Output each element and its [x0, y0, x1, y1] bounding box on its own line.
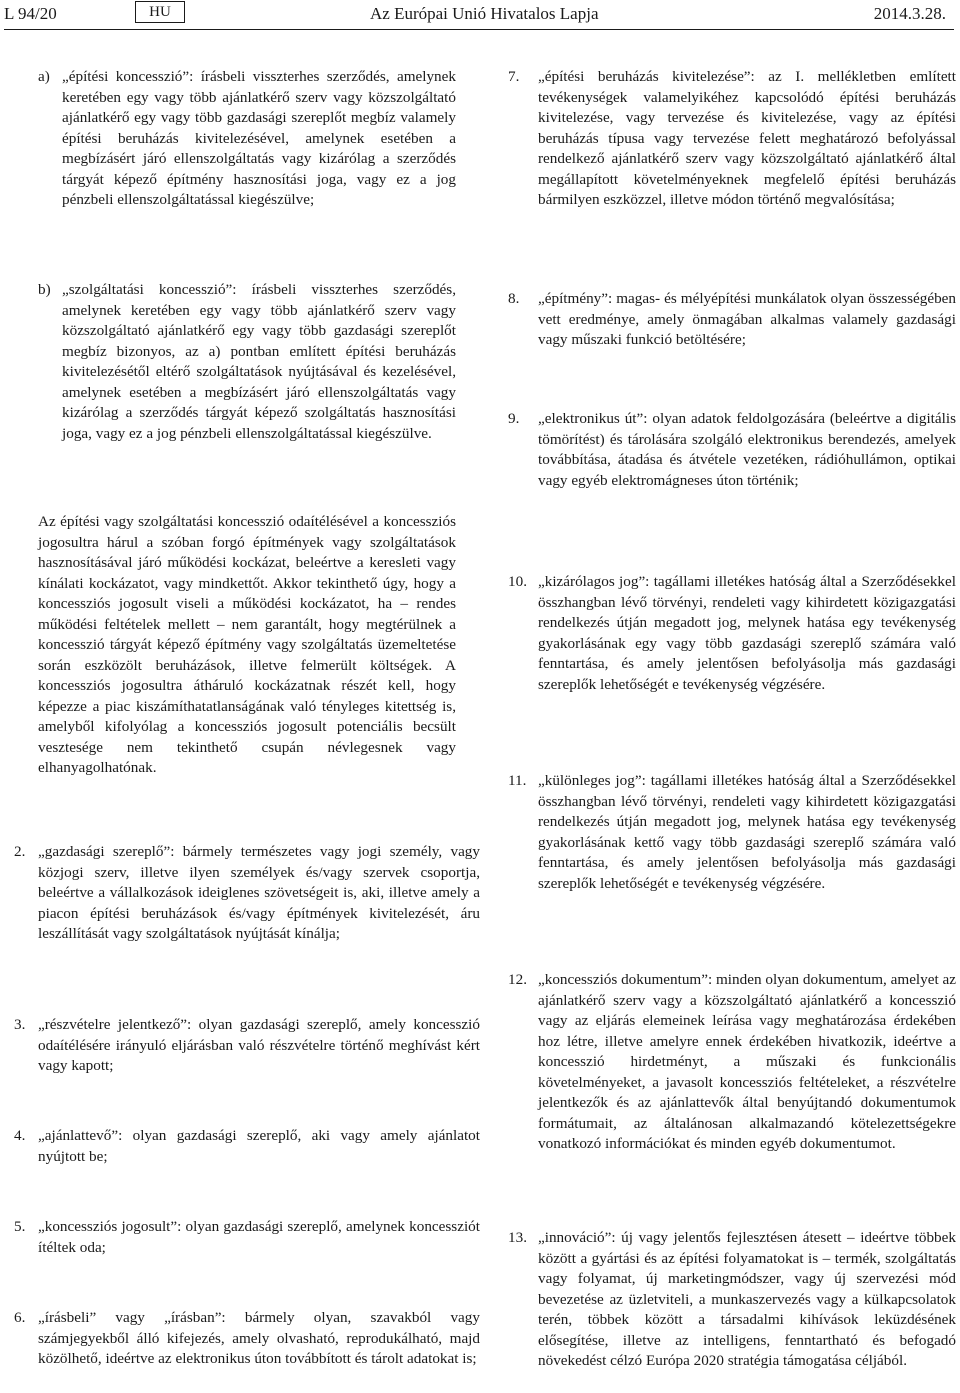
- item-number: 4.: [14, 1127, 26, 1144]
- item-number: 5.: [14, 1218, 26, 1235]
- item-text: „építmény”: magas- és mélyépítési munkálatok olyan összességében vett eredménye, amely önmagában alkalmas valamely gazdasági vagy műszaki funkció betöltésére;: [538, 290, 956, 348]
- definition-a: [38, 67, 456, 211]
- item-number: a): [38, 68, 50, 85]
- definition-13: [508, 1228, 956, 1372]
- risk-paragraph: [38, 512, 456, 779]
- definition-8: [508, 289, 956, 351]
- item-number: 7.: [508, 68, 520, 85]
- definition-2: [14, 842, 480, 945]
- item-text: „különleges jog”: tagállami illetékes hatóság által a Szerződésekkel összhangban lévő törvényi, rendeleti vagy kihirdetett közigazgatási rendelkezés útján megadott jog, melynek hatása egy tevékenység gyakorlásának kettő vagy több gazdasági szereplő számára való fenntartása, és amely jelentősen befolyásolja más gazdasági szereplők lehetőségét e tevékenység végzésére.: [538, 772, 956, 892]
- item-number: 8.: [508, 290, 520, 307]
- item-text: „elektronikus út”: olyan adatok feldolgozására (beleértve a digitális tömörítést) és tárolására szolgáló elektronikus berendezés, amelyek továbbítása, átadása és átvétele vezetéken, rádióhullámon, optikai vagy egyéb elektromágneses úton történik;: [538, 410, 956, 489]
- item-text: „építési koncesszió”: írásbeli visszterhes szerződés, amelynek keretében egy vagy több ajánlatkérő szerv vagy közszolgáltató ajánlatkérő egy vagy több gazdasági szereplőt megbíz valamely építési beruházás kivitelezésével, amelynek esetében a megbízásért járó ellenszolgáltatás vagy kizárólag a szerződés tárgyát képező építmény hasznosítási joga, vagy ez a jog pénzbeli ellenszolgáltatással kiegészülve;: [62, 68, 456, 208]
- item-number: 10.: [508, 573, 527, 590]
- item-number: 3.: [14, 1016, 26, 1033]
- header-rule: [4, 29, 954, 30]
- item-number: 6.: [14, 1309, 26, 1326]
- item-number: 12.: [508, 971, 527, 988]
- item-number: 9.: [508, 410, 520, 427]
- definition-9: [508, 409, 956, 491]
- item-number: 11.: [508, 772, 527, 789]
- paragraph-text: Az építési vagy szolgáltatási koncesszió odaítélésével a koncessziós jogosultra hárul a szóban forgó építmények vagy szolgáltatások hasznosításával járó működési kockázat, beleértve a keresleti vagy kínálati kockázatot, vagy mindkettőt. Akkor tekinthető úgy, hogy a koncessziós jogosult viseli a működési kockázatot, ha – rendes működési feltételek mellett – nem garantált, hogy megtérülnek a koncesszió tárgyát képező építmény vagy szolgáltatás üzemeltetése során eszközölt beruházások, illetve felmerült költségek. A koncessziós jogosultra átháruló kockázatnak részét kell, hogy képezze a piac kiszámíthatatlanságának való tényleges kitettség is, amelyből kifolyólag a koncessziós jogosult potenciális becsült vesztesége nem tekinthető csupán névlegesnek vagy elhanyagolhatónak.: [38, 513, 456, 776]
- item-number: b): [38, 281, 51, 298]
- definition-3: [14, 1015, 480, 1077]
- item-number: 13.: [508, 1229, 527, 1246]
- item-text: „szolgáltatási koncesszió”: írásbeli visszterhes szerződés, amelynek keretében egy vagy több ajánlatkérő szerv vagy közszolgáltató ajánlatkérő egy vagy több gazdasági szereplőt megbíz bizonyos, az a) pontban említett építési beruházás kivitelezésétől eltérő szolgáltatások nyújtásával és kezelésével, amelynek esetében a megbízásért járó ellenszolgáltatás vagy kizárólag a szerződés tárgyát képező szolgáltatás hasznosítási joga, vagy ez a jog pénzbeli ellenszolgáltatással kiegészülve.: [62, 281, 456, 442]
- item-number: 2.: [14, 843, 26, 860]
- item-text: „részvételre jelentkező”: olyan gazdasági szereplő, amely koncesszió odaítélésére irányuló eljárásban való részvételre történő meghívást kért vagy kapott;: [38, 1016, 480, 1074]
- item-text: „koncessziós jogosult”: olyan gazdasági szereplő, amelynek koncessziót ítéltek oda;: [38, 1218, 480, 1256]
- journal-title: Az Európai Unió Hivatalos Lapja: [370, 4, 599, 23]
- item-text: „építési beruházás kivitelezése”: az I. mellékletben említett tevékenységek valamelyikéhez kapcsolódó építési beruházás kivitelezése, vagy tervezése és kivitelezése, vagy az építési beruházás típusa vagy tervezése felett meghatározó befolyással rendelkező ajánlatkérő szerv vagy közszolgáltató ajánlatkérő által megállapított követelményeknek megfelelő építési beruházás bármilyen eszközzel, illetve módon történő megvalósítása;: [538, 68, 956, 208]
- item-text: „kizárólagos jog”: tagállami illetékes hatóság által a Szerződésekkel összhangban lévő törvényi, rendeleti vagy kihirdetett közigazgatási rendelkezés útján megadott jog, melynek hatása egy tevékenység gyakorlásának egy vagy több gazdasági szereplő számára való fenntartása, és amely jelentősen befolyásolja más gazdasági szereplők lehetőségét e tevékenység végzésére.: [538, 573, 956, 693]
- definition-5: [14, 1217, 480, 1258]
- publication-date: 2014.3.28.: [873, 4, 946, 23]
- journal-header: [0, 0, 960, 30]
- definition-12: [508, 970, 956, 1155]
- page-reference: L 94/20: [4, 4, 57, 23]
- item-text: „írásbeli” vagy „írásban”: bármely olyan, szavakból vagy számjegyekből álló kifejezés, amely olvasható, reprodukálható, majd közölhető, ideértve az elektronikus úton továbbított és tárolt adatokat is;: [38, 1309, 480, 1367]
- definition-4: [14, 1126, 480, 1167]
- language-badge: HU: [135, 1, 185, 23]
- definition-10: [508, 572, 956, 695]
- definition-7: [508, 67, 956, 211]
- definition-11: [508, 771, 956, 894]
- item-text: „ajánlattevő”: olyan gazdasági szereplő, aki vagy amely ajánlatot nyújtott be;: [38, 1127, 480, 1165]
- definition-6: [14, 1308, 480, 1370]
- item-text: „innováció”: új vagy jelentős fejlesztésen átesett – ideértve többek között a gyártási és az építési folyamatokat is – termék, szolgáltatás vagy folyamat, új marketingmódszer, vagy új szervezési mód bevezetése az üzletviteli, a munkaszervezés vagy a külkapcsolatok terén, többek között a társadalmi kihívások leküzdésének elősegítése, illetve az intelligens, fenntartható és befogadó növekedést célzó Európa 2020 stratégia támogatása céljából.: [538, 1229, 956, 1369]
- item-text: „koncessziós dokumentum”: minden olyan dokumentum, amelyet az ajánlatkérő szerv vagy a közszolgáltató ajánlatkérő a koncesszió vagy az eljárás elemeinek leírása vagy meghatározása érdekében hoz létre, illetve amelyre ennek érdekében hivatkozik, ideértve a koncesszió hirdetményt, a műszaki és funkcionális követelményeket, a javasolt koncessziós feltételeket, a részvételre jelentkezők és az ajánlattevők által benyújtandó dokumentumok formátumait, az általánosan alkalmazandó kötelezettségekre vonatkozó információkat és minden egyéb dokumentumot.: [538, 971, 956, 1152]
- definition-b: [38, 280, 456, 444]
- item-text: „gazdasági szereplő”: bármely természetes vagy jogi személy, vagy közjogi szerv, illetve ilyen személyek és/vagy szervek csoportja, beleértve a vállalkozások ideiglenes szövetségeit is, aki, illetve amely a piacon építési beruházások és/vagy építmények kivitelezését, áru leszállítását vagy szolgáltatások nyújtását kínálja;: [38, 843, 480, 942]
